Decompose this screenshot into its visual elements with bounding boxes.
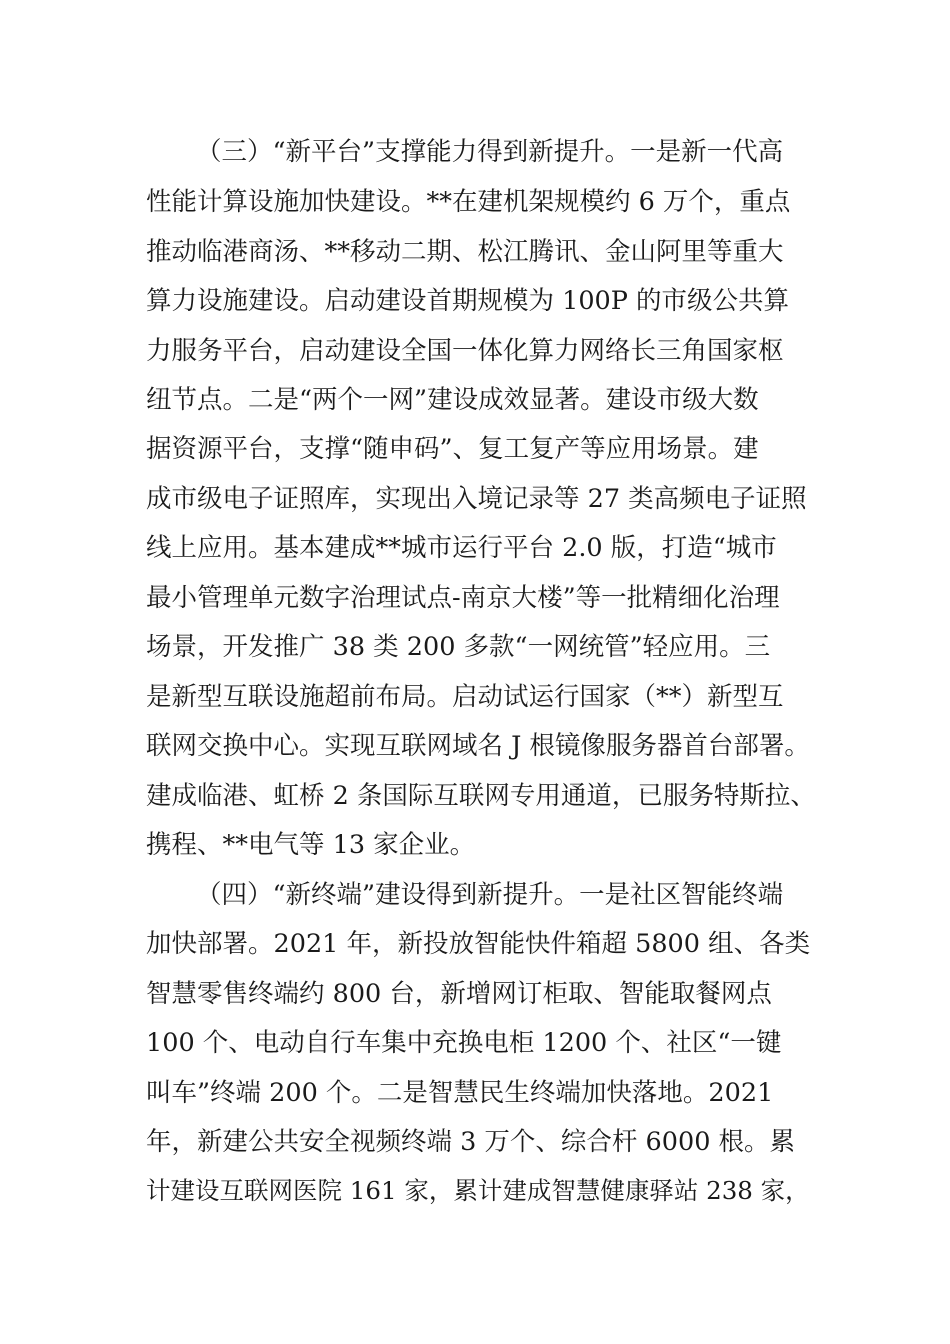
- text-line: 成市级电子证照库，实现出入境记录等 27 类高频电子证照: [146, 484, 807, 514]
- text-line: 最小管理单元数字治理试点-南京大楼”等一批精细化治理: [146, 583, 780, 613]
- text-line: 推动临港商汤、**移动二期、松江腾讯、金山阿里等重大: [146, 237, 784, 267]
- text-line: 计建设互联网医院 161 家，累计建成智慧健康驿站 238 家，: [146, 1176, 810, 1205]
- text-line: 联网交换中心。实现互联网域名 J 根镜像服务器首台部署。: [146, 731, 810, 761]
- text-line: 性能计算设施加快建设。**在建机架规模约 6 万个，重点: [146, 187, 791, 217]
- text-line: 100 个、电动自行车集中充换电柜 1200 个、社区“一键: [146, 1028, 782, 1058]
- text-line: 叫车”终端 200 个。二是智慧民生终端加快落地。2021: [146, 1078, 774, 1108]
- text-line: 年，新建公共安全视频终端 3 万个、综合杆 6000 根。累: [146, 1127, 796, 1157]
- text-line: （四）“新终端”建设得到新提升。一是社区智能终端: [196, 880, 784, 910]
- text-line: 加快部署。2021 年，新投放智能快件箱超 5800 组、各类: [146, 929, 811, 959]
- text-line: 线上应用。基本建成**城市运行平台 2.0 版，打造“城市: [146, 533, 777, 563]
- text-line: 纽节点。二是“两个一网”建设成效显著。建设市级大数: [146, 385, 759, 415]
- text-line: 算力设施建设。启动建设首期规模为 100P 的市级公共算: [146, 286, 790, 316]
- text-line: 场景，开发推广 38 类 200 多款“一网统管”轻应用。三: [146, 632, 771, 662]
- text-line: 建成临港、虹桥 2 条国际互联网专用通道，已服务特斯拉、: [146, 781, 816, 811]
- text-line: 智慧零售终端约 800 台，新增网订柜取、智能取餐网点: [146, 979, 772, 1009]
- text-line: 是新型互联设施超前布局。启动试运行国家（**）新型互: [146, 682, 784, 712]
- text-line: 力服务平台，启动建设全国一体化算力网络长三角国家枢: [146, 336, 784, 366]
- text-line: （三）“新平台”支撑能力得到新提升。一是新一代高: [196, 137, 784, 167]
- text-line: 携程、**电气等 13 家企业。: [146, 830, 476, 860]
- text-line: 据资源平台，支撑“随申码”、复工复产等应用场景。建: [146, 434, 759, 464]
